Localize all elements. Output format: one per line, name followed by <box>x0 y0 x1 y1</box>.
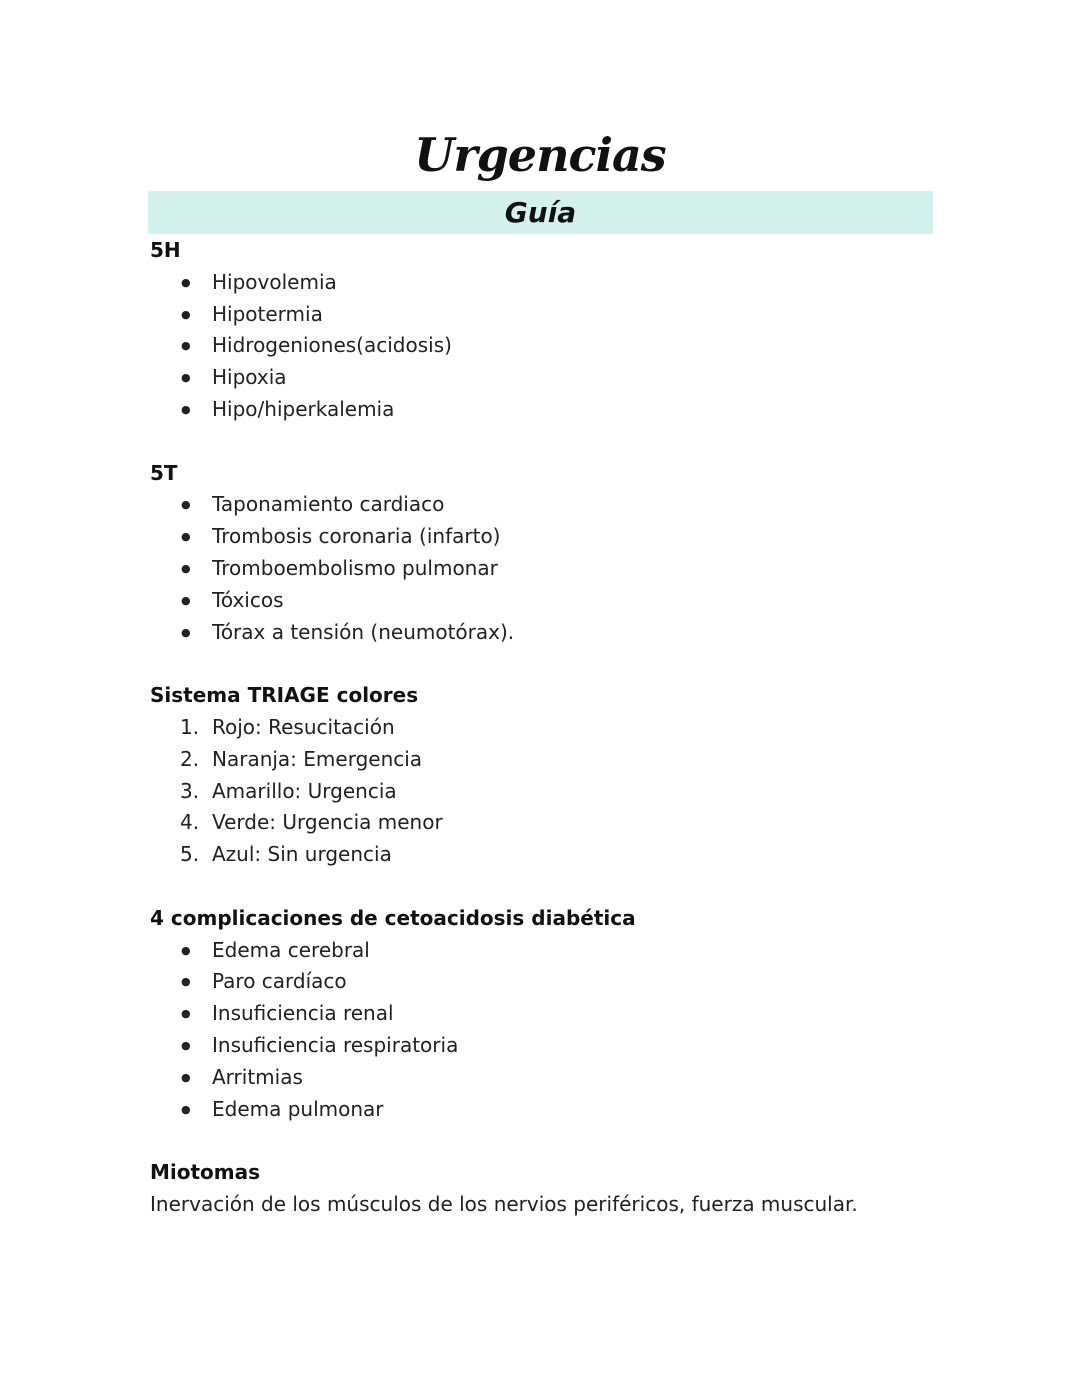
document-title: Urgencias <box>414 128 666 182</box>
list-item: ● Insuficiencia renal <box>150 998 950 1030</box>
bullet-list <box>150 489 950 648</box>
list-item <box>150 839 950 871</box>
list-item <box>150 712 950 744</box>
list-item: ● Edema pulmonar <box>150 1094 950 1126</box>
list-item: ● Hipoxia <box>150 362 950 394</box>
list-item <box>150 776 950 808</box>
list-item <box>150 744 950 776</box>
list-item-text: Rojo: Resucitación <box>212 714 395 739</box>
list-item: ● Insuficiencia respiratoria <box>150 1030 950 1062</box>
paragraph: Inervación de los músculos de los nervios periféricos, fuerza muscular. <box>150 1191 858 1216</box>
section-heading: Miotomas <box>150 1160 261 1185</box>
bullet-list <box>150 267 950 426</box>
list-item: ● Paro cardíaco <box>150 966 950 998</box>
list-item: ● Tórax a tensión (neumotórax). <box>150 617 950 649</box>
subtitle: Guía <box>504 196 577 229</box>
list-item-text: Amarillo: Urgencia <box>212 778 397 803</box>
list-item-text: Verde: Urgencia menor <box>212 810 443 835</box>
list-item: ● Trombosis coronaria (infarto) <box>150 521 950 553</box>
list-item: ● Edema cerebral <box>150 935 950 967</box>
list-number: 3. <box>180 778 200 803</box>
list-number: 2. <box>180 746 200 771</box>
list-item <box>150 807 950 839</box>
list-item-text: Naranja: Emergencia <box>212 746 423 771</box>
list-item: ● Arritmias <box>150 1062 950 1094</box>
list-item: ● Tromboembolismo pulmonar <box>150 553 950 585</box>
list-item: ● Taponamiento cardiaco <box>150 489 950 521</box>
list-item: ● Hidrogeniones(acidosis) <box>150 330 950 362</box>
document-body <box>150 235 950 1221</box>
list-item-text: Azul: Sin urgencia <box>212 842 392 867</box>
section-heading: Sistema TRIAGE colores <box>150 683 419 708</box>
list-item: ● Hipotermia <box>150 299 950 331</box>
list-item: ● Hipo/hiperkalemia <box>150 394 950 426</box>
numbered-list <box>150 712 950 871</box>
section-heading: 4 complicaciones de cetoacidosis diabética <box>150 905 636 930</box>
list-number: 5. <box>180 842 200 867</box>
subtitle-band <box>148 191 933 234</box>
list-number: 1. <box>180 714 200 739</box>
bullet-list <box>150 935 950 1126</box>
list-item: ● Hipovolemia <box>150 267 950 299</box>
section-heading: 5H <box>150 238 181 262</box>
section-heading: 5T <box>150 460 178 485</box>
list-number: 4. <box>180 810 200 835</box>
list-item: ● Tóxicos <box>150 585 950 617</box>
